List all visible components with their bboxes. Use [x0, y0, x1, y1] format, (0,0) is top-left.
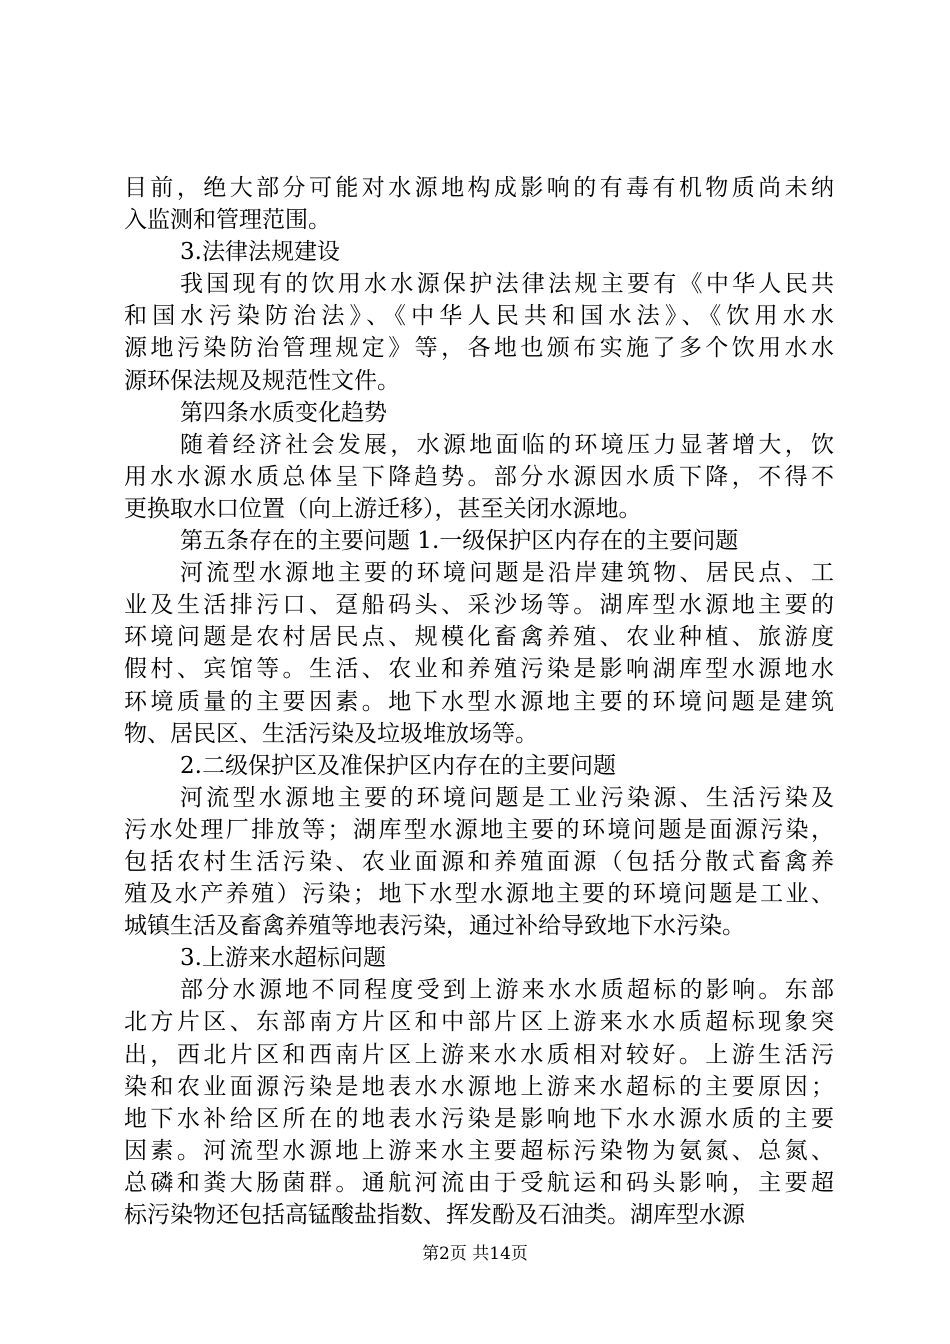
text-line: 部分水源地不同程度受到上游来水水质超标的影响。东部 [180, 977, 834, 1004]
text-line: 物、居民区、生活污染及垃圾堆放场等。 [124, 720, 538, 747]
paragraph [124, 974, 834, 1231]
text-line: 随着经济社会发展，水源地面临的环境压力显著增大，饮 [180, 431, 834, 458]
text-line: 目前，绝大部分可能对水源地构成影响的有毒有机物质尚未纳 [124, 175, 834, 201]
text-line: 2.二级保护区及准保护区内存在的主要问题 [180, 752, 616, 779]
paragraph [124, 397, 834, 429]
text-line: 城镇生活及畜禽养殖等地表污染，通过补给导致地下水污染。 [124, 913, 745, 940]
document-body [124, 172, 834, 1231]
paragraph [124, 268, 834, 396]
text-line: 殖及水产养殖）污染；地下水型水源地主要的环境问题是工业、 [124, 881, 834, 908]
text-line: 我国现有的饮用水水源保护法律法规主要有《中华人民共 [180, 271, 834, 298]
text-line: 出，西北片区和西南片区上游来水水质相对较好。上游生活污 [124, 1041, 834, 1068]
text-line: 环境质量的主要因素。地下水型水源地主要的环境问题是建筑 [124, 688, 834, 715]
paragraph [124, 557, 834, 750]
paragraph [124, 429, 834, 525]
text-line: 地下水补给区所在的地表水污染是影响地下水水源水质的主要 [124, 1105, 834, 1132]
text-line: 第五条存在的主要问题 1.一级保护区内存在的主要问题 [180, 528, 739, 555]
paragraph [124, 782, 834, 942]
text-line: 第四条水质变化趋势 [180, 399, 387, 426]
text-line: 业及生活排污口、趸船码头、采沙场等。湖库型水源地主要的 [124, 592, 834, 619]
paragraph [124, 172, 834, 236]
text-line: 总磷和粪大肠菌群。通航河流由于受航运和码头影响，主要超 [124, 1169, 834, 1196]
text-line: 北方片区、东部南方片区和中部片区上游来水水质超标现象突 [124, 1009, 834, 1036]
paragraph [124, 525, 834, 557]
text-line: 标污染物还包括高锰酸盐指数、挥发酚及石油类。湖库型水源 [124, 1202, 745, 1228]
text-line: 源环保法规及规范性文件。 [124, 367, 400, 394]
text-line: 3.上游来水超标问题 [180, 945, 386, 972]
paragraph [124, 236, 834, 268]
text-line: 河流型水源地主要的环境问题是沿岸建筑物、居民点、工 [180, 560, 834, 587]
text-line: 源地污染防治管理规定》等，各地也颁布实施了多个饮用水水 [124, 335, 834, 362]
paragraph [124, 750, 834, 782]
text-line: 用水水源水质总体呈下降趋势。部分水源因水质下降，不得不 [124, 463, 834, 490]
paragraph [124, 942, 834, 974]
text-line: 包括农村生活污染、农业面源和养殖面源（包括分散式畜禽养 [124, 848, 834, 875]
text-line: 和国水污染防治法》、《中华人民共和国水法》、《饮用水水 [124, 303, 834, 330]
text-line: 因素。河流型水源地上游来水主要超标污染物为氨氮、总氮、 [124, 1137, 834, 1164]
text-line: 3.法律法规建设 [180, 239, 340, 266]
text-line: 染和农业面源污染是地表水水源地上游来水超标的主要原因； [124, 1073, 834, 1100]
text-line: 环境问题是农村居民点、规模化畜禽养殖、农业种植、旅游度 [124, 624, 834, 651]
text-line: 河流型水源地主要的环境问题是工业污染源、生活污染及 [180, 784, 834, 811]
text-line: 假村、宾馆等。生活、农业和养殖污染是影响湖库型水源地水 [124, 656, 834, 683]
page-footer: 第2页 共14页 [422, 1244, 528, 1264]
text-line: 更换取水口位置（向上游迁移），甚至关闭水源地。 [124, 495, 642, 522]
text-line: 污水处理厂排放等；湖库型水源地主要的环境问题是面源污染， [124, 816, 834, 843]
text-line: 入监测和管理范围。 [124, 207, 331, 234]
